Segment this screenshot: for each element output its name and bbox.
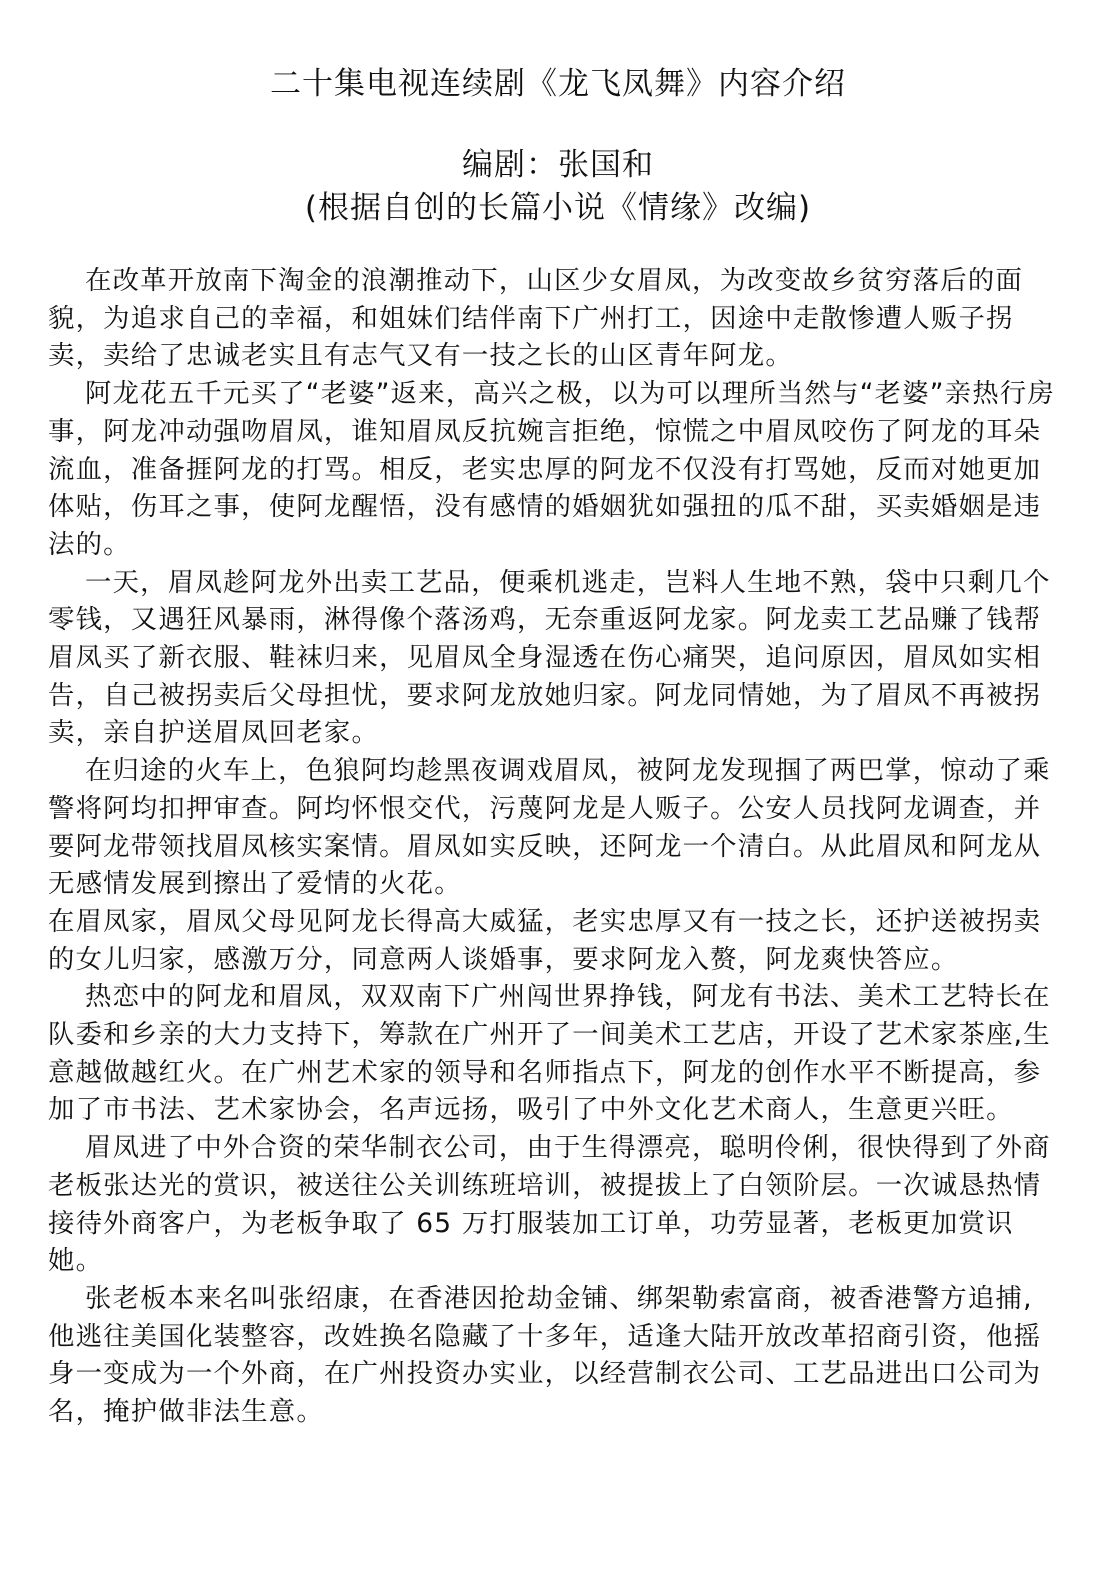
paragraph-5: 在眉凤家，眉凤父母见阿龙长得高大威猛，老实忠厚又有一技之长，还护送被拐卖的女儿归家，感激万分，同意两人谈婚事，要求阿龙入赘，阿龙爽快答应。 xyxy=(48,905,1042,975)
paragraph-2: 阿龙花五千元买了“老婆”返来，高兴之极，以为可以理所当然与“老婆”亲热行房事，阿龙冲动强吻眉凤，谁知眉凤反抗婉言拒绝，惊慌之中眉凤咬伤了阿龙的耳朵流血，准备捱阿龙的打骂。相反，老实忠厚的阿龙不仅没有打骂她，反而对她更加体贴，伤耳之事，使阿龙醒悟，没有感情的婚姻犹如强扭的瓜不甜，买卖婚姻是违法的。 xyxy=(48,378,1055,560)
paragraph-8: 张老板本来名叫张绍康，在香港因抢劫金铺、绑架勒索富商，被香港警方追捕,他逃往美国化装整容，改姓换名隐藏了十多年，适逢大陆开放改革招商引资，他摇身一变成为一个外商，在广州投资办实业，以经营制衣公司、工艺品进出口公司为名，掩护做非法生意。 xyxy=(48,1282,1042,1428)
document-title: 二十集电视连续剧《龙飞凤舞》内容介绍 xyxy=(270,66,846,102)
author-line: 编剧：张国和 xyxy=(462,147,654,183)
paragraph-3: 一天，眉凤趁阿龙外出卖工艺品，便乘机逃走，岂料人生地不熟，袋中只剩几个零钱，又遇狂风暴雨，淋得像个落汤鸡，无奈重返阿龙家。阿龙卖工艺品赚了钱帮眉凤买了新衣服、鞋袜归来，见眉凤全身湿透在伤心痛哭，追问原因，眉凤如实相告，自己被拐卖后父母担忧，要求阿龙放她归家。阿龙同情她，为了眉凤不再被拐卖，亲自护送眉凤回老家。 xyxy=(48,566,1051,749)
document-body xyxy=(48,262,1060,1431)
paragraph-4: 在归途的火车上，色狼阿均趁黑夜调戏眉凤，被阿龙发现掴了两巴掌，惊动了乘警将阿均扣押审查。阿均怀恨交代，污蔑阿龙是人贩子。公安人员找阿龙调查，并要阿龙带领找眉凤核实案情。眉凤如实反映，还阿龙一个清白。从此眉凤和阿龙从无感情发展到擦出了爱情的火花。 xyxy=(48,755,1051,900)
source-note: (根据自创的长篇小说《情缘》改编) xyxy=(304,190,812,226)
paragraph-6: 热恋中的阿龙和眉凤，双双南下广州闯世界挣钱，阿龙有书法、美术工艺特长在队委和乡亲的大力支持下，筹款在广州开了一间美术工艺店，开设了艺术家茶座,生意越做越红火。在广州艺术家的领导和名师指点下，阿龙的创作水平不断提高，参加了市书法、艺术家协会，名声远扬，吸引了中外文化艺术商人，生意更兴旺。 xyxy=(48,981,1051,1126)
paragraph-7: 眉凤进了中外合资的荣华制衣公司，由于生得漂亮，聪明伶俐，很快得到了外商老板张达光的赏识，被送往公关训练班培训，被提拔上了白领阶层。一次诚恳热情接待外商客户，为老板争取了 65 万打服装加工订单，功劳显著，老板更加赏识她。 xyxy=(48,1132,1051,1277)
paragraph-1: 在改革开放南下淘金的浪潮推动下，山区少女眉凤，为改变故乡贫穷落后的面貌，为追求自己的幸福，和姐妹们结伴南下广州打工，因途中走散惨遭人贩子拐卖，卖给了忠诚老实且有志气又有一技之长的山区青年阿龙。 xyxy=(48,265,1024,372)
